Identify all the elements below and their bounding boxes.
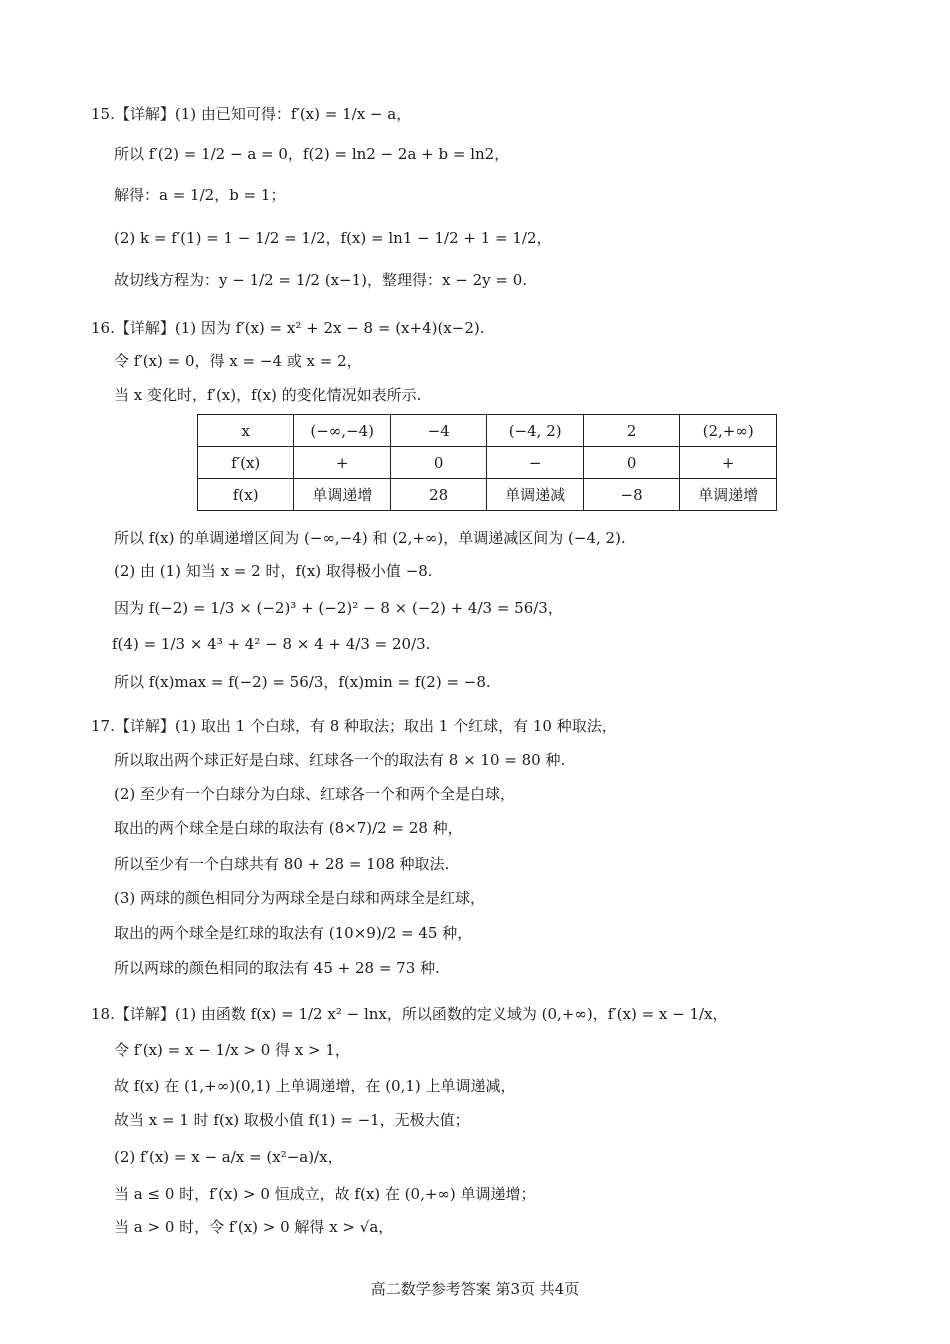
table-cell: (−∞,−4) (294, 415, 391, 447)
table-cell: (−4, 2) (487, 415, 584, 447)
table-cell: 单调递增 (294, 479, 391, 511)
p17-line-1: 17.【详解】(1) 取出 1 个白球，有 8 种取法；取出 1 个红球，有 10 种取法， (91, 717, 617, 735)
table-cell: x (198, 415, 294, 447)
p16-line-5: (2) 由 (1) 知当 x = 2 时，f(x) 取得极小值 −8. (114, 562, 433, 580)
p15-line-1: 15.【详解】(1) 由已知可得：f′(x) = 1/x − a， (91, 105, 412, 123)
table-cell: 0 (390, 447, 486, 479)
table-cell: + (680, 447, 777, 479)
p18-line-1: 18.【详解】(1) 由函数 f(x) = 1/2 x² − lnx，所以函数的定义域为 (0,+∞)，f′(x) = x − 1/x， (91, 1005, 728, 1023)
table-row (198, 415, 777, 447)
p17-line-2: 所以取出两个球正好是白球、红球各一个的取法有 8 × 10 = 80 种. (114, 751, 566, 769)
p17-line-4: 取出的两个球全是白球的取法有 (8×7)/2 = 28 种， (114, 819, 463, 837)
table-row (198, 447, 777, 479)
p18-line-4: 故当 x = 1 时 f(x) 取极小值 f(1) = −1，无极大值； (114, 1111, 470, 1129)
p17-line-8: 所以两球的颜色相同的取法有 45 + 28 = 73 种. (114, 959, 440, 977)
table-cell: 单调递增 (680, 479, 777, 511)
table-cell: (2,+∞) (680, 415, 777, 447)
p15-line-4: (2) k = f′(1) = 1 − 1/2 = 1/2，f(x) = ln1 − 1/2 + 1 = 1/2， (114, 229, 552, 247)
table-row (198, 479, 777, 511)
p16-line-1: 16.【详解】(1) 因为 f′(x) = x² + 2x − 8 = (x+4)(x−2). (91, 319, 485, 337)
p18-line-3: 故 f(x) 在 (1,+∞)(0,1) 上单调递增，在 (0,1) 上单调递减， (114, 1077, 516, 1095)
page-footer: 高二数学参考答案 第3页 共4页 (370, 1280, 580, 1298)
p15-line-5: 故切线方程为：y − 1/2 = 1/2 (x−1)，整理得：x − 2y = 0. (114, 271, 528, 289)
table-cell: 0 (583, 447, 679, 479)
p17-line-6: (3) 两球的颜色相同分为两球全是白球和两球全是红球， (114, 889, 486, 907)
p17-line-7: 取出的两个球全是红球的取法有 (10×9)/2 = 45 种， (114, 924, 473, 942)
table-cell: + (294, 447, 391, 479)
p16-line-6: 因为 f(−2) = 1/3 × (−2)³ + (−2)² − 8 × (−2) + 4/3 = 56/3， (114, 599, 563, 617)
p16-line-8: 所以 f(x)max = f(−2) = 56/3，f(x)min = f(2) = −8. (114, 673, 491, 691)
table-cell: 28 (390, 479, 486, 511)
variation-table (197, 414, 777, 511)
table-cell: f′(x) (198, 447, 294, 479)
p18-line-2: 令 f′(x) = x − 1/x > 0 得 x > 1， (114, 1041, 350, 1059)
p16-line-2: 令 f′(x) = 0，得 x = −4 或 x = 2， (114, 352, 362, 370)
p18-line-7: 当 a > 0 时，令 f′(x) > 0 解得 x > √a， (114, 1218, 394, 1236)
table-cell: −4 (390, 415, 486, 447)
p18-line-5: (2) f′(x) = x − a/x = (x²−a)/x， (114, 1148, 343, 1166)
p15-line-3: 解得：a = 1/2，b = 1； (114, 186, 286, 204)
p18-line-6: 当 a ≤ 0 时，f′(x) > 0 恒成立，故 f(x) 在 (0,+∞) 单调递增； (114, 1185, 536, 1203)
table-cell: 2 (583, 415, 679, 447)
p16-line-7: f(4) = 1/3 × 4³ + 4² − 8 × 4 + 4/3 = 20/3. (112, 635, 431, 653)
table-cell: − (487, 447, 584, 479)
table-cell: 单调递减 (487, 479, 584, 511)
p16-line-3: 当 x 变化时，f′(x)，f(x) 的变化情况如表所示. (114, 386, 422, 404)
p17-line-3: (2) 至少有一个白球分为白球、红球各一个和两个全是白球， (114, 785, 516, 803)
table-cell: f(x) (198, 479, 294, 511)
p17-line-5: 所以至少有一个白球共有 80 + 28 = 108 种取法. (114, 855, 450, 873)
p16-line-4: 所以 f(x) 的单调递增区间为 (−∞,−4) 和 (2,+∞)，单调递减区间为 (−4, 2). (114, 529, 626, 547)
p15-line-2: 所以 f′(2) = 1/2 − a = 0，f(2) = ln2 − 2a + b = ln2， (114, 145, 510, 163)
table-cell: −8 (583, 479, 679, 511)
